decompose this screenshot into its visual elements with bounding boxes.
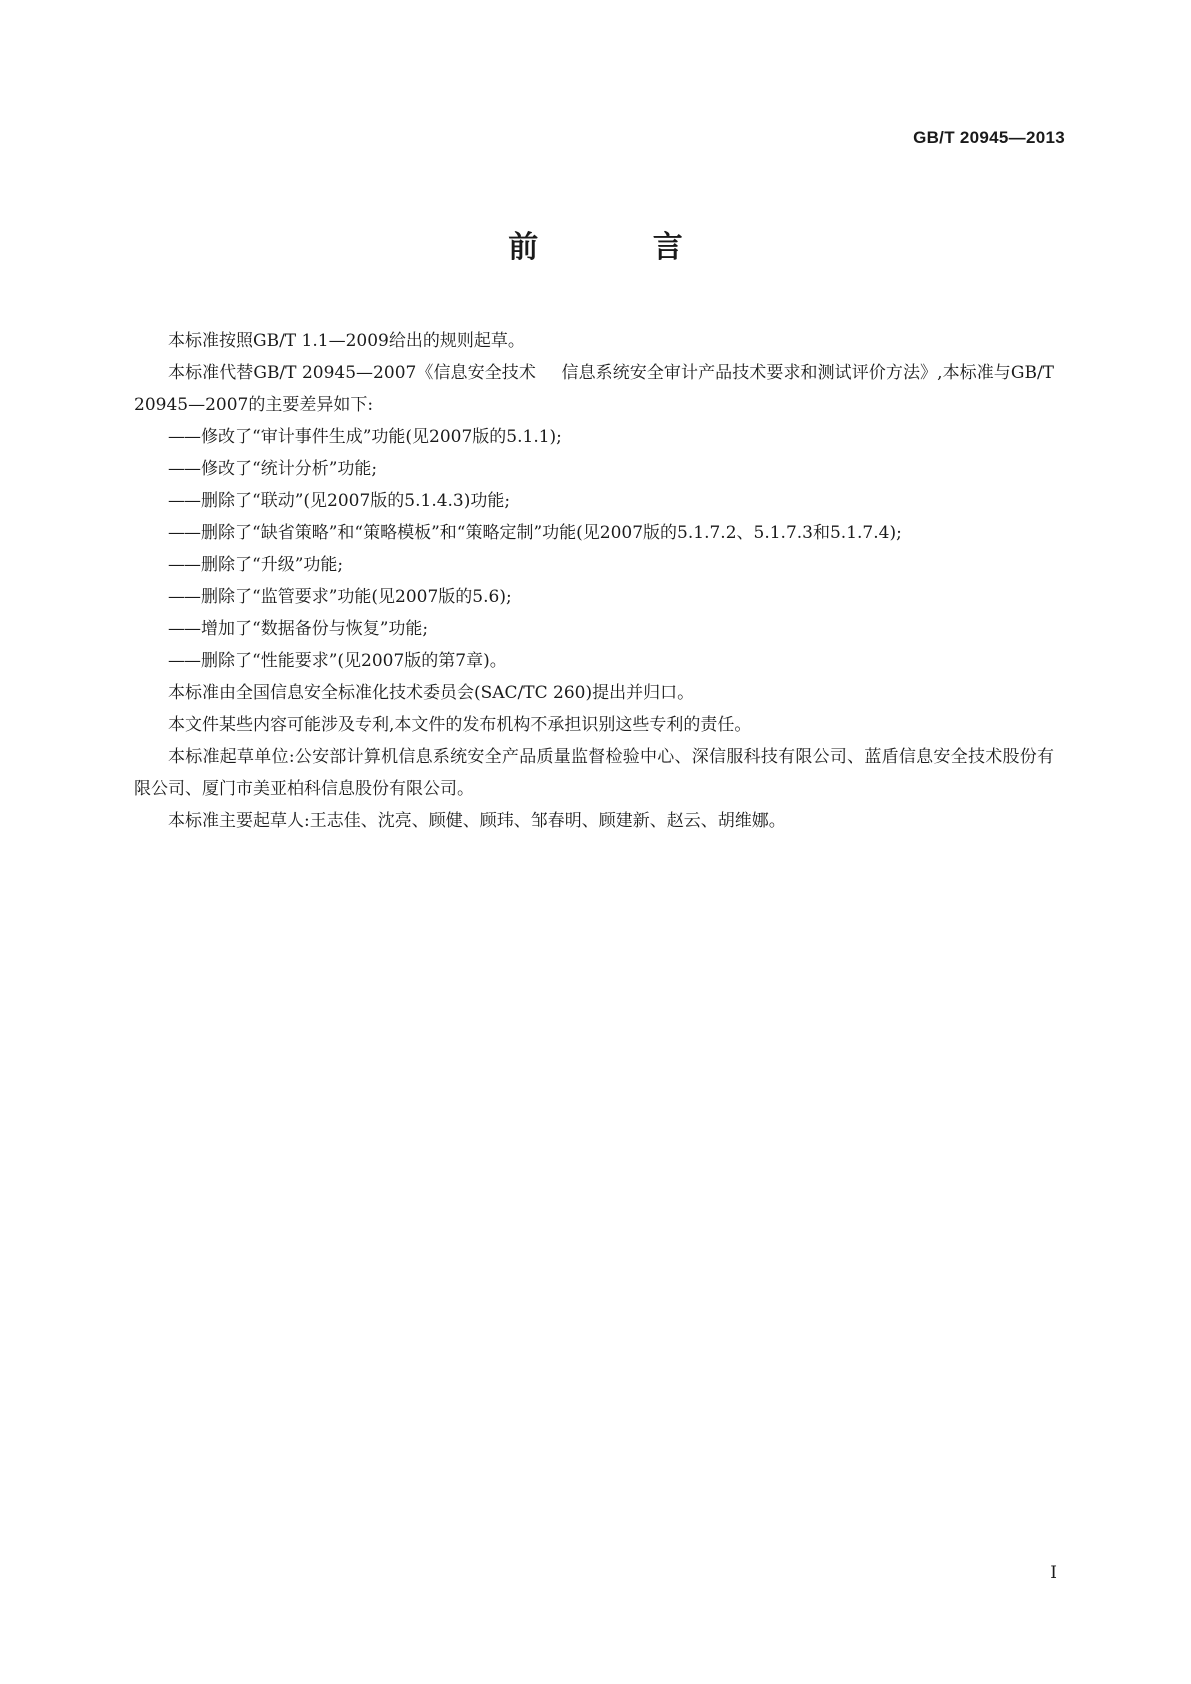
change-item-text: 删除了“缺省策略”和“策略模板”和“策略定制”功能(见2007版的5.1.7.2、5.1.7.3和5.1.7.4); [201, 523, 902, 543]
committee-paragraph: 本标准由全国信息安全标准化技术委员会(SAC/TC 260)提出并归口。 [168, 683, 695, 703]
replacement-paragraph-part2: 信息系统安全审计产品技术要求和测试评价方法》,本标准与GB/T 20945—2007的主要差异如下: [134, 363, 1055, 415]
drafting-units-paragraph: 本标准起草单位:公安部计算机信息系统安全产品质量监督检验中心、深信服科技有限公司、蓝盾信息安全技术股份有限公司、厦门市美亚柏科信息股份有限公司。 [134, 747, 1054, 799]
dash-mark: —— [168, 523, 200, 543]
change-item [134, 645, 1054, 677]
page-title: 前 言 [508, 230, 735, 265]
change-item-text: 删除了“联动”(见2007版的5.1.4.3)功能; [201, 491, 511, 511]
page-number: I [1050, 1563, 1057, 1583]
change-item [134, 613, 1054, 645]
change-item-text: 增加了“数据备份与恢复”功能; [201, 619, 429, 639]
change-item-text: 修改了“统计分析”功能; [201, 459, 378, 479]
replacement-paragraph [134, 357, 1054, 421]
patent-paragraph: 本文件某些内容可能涉及专利,本文件的发布机构不承担识别这些专利的责任。 [168, 715, 752, 735]
change-item-text: 删除了“监管要求”功能(见2007版的5.6); [201, 587, 512, 607]
dash-mark: —— [168, 491, 200, 511]
dash-mark: —— [168, 619, 200, 639]
standard-code: GB/T 20945—2013 [913, 128, 1065, 147]
dash-mark: —— [168, 651, 200, 671]
change-item [134, 485, 1054, 517]
drafting-rules-paragraph: 本标准按照GB/T 1.1—2009给出的规则起草。 [168, 331, 525, 351]
foreword-body [134, 325, 1054, 837]
change-item-text: 删除了“性能要求”(见2007版的第7章)。 [201, 651, 507, 671]
replacement-paragraph-part1: 本标准代替GB/T 20945—2007《信息安全技术 [168, 363, 536, 383]
drafters-paragraph: 本标准主要起草人:王志佳、沈亮、顾健、顾玮、邹春明、顾建新、赵云、胡维娜。 [168, 811, 786, 831]
dash-mark: —— [168, 587, 200, 607]
dash-mark: —— [168, 555, 200, 575]
change-item [134, 549, 1054, 581]
change-item [134, 581, 1054, 613]
dash-mark: —— [168, 459, 200, 479]
change-item [134, 453, 1054, 485]
change-item [134, 517, 1054, 549]
dash-mark: —— [168, 427, 200, 447]
change-item-text: 删除了“升级”功能; [201, 555, 344, 575]
change-item-text: 修改了“审计事件生成”功能(见2007版的5.1.1); [201, 427, 562, 447]
change-item [134, 421, 1054, 453]
